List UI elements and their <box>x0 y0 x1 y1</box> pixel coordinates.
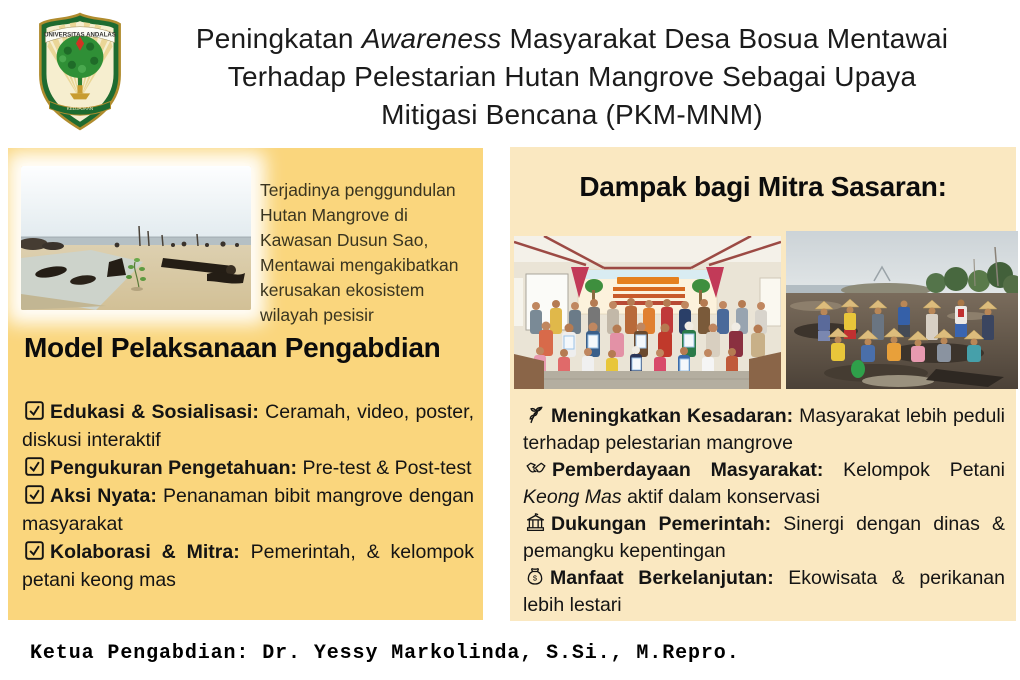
checkbox-checked-icon <box>24 484 45 505</box>
socialization-group-photo <box>514 236 781 389</box>
project-leader-footer: Ketua Pengabdian: Dr. Yessy Markolinda, S.Si., M.Repro. <box>30 642 740 665</box>
list-item: Kolaborasi & Mitra: Pemerintah, & kelompok petani keong mas <box>22 541 475 591</box>
svg-text:$: $ <box>532 573 538 583</box>
universitas-andalas-logo <box>28 12 132 134</box>
logo-arc-text: UNIVERSITAS ANDALAS <box>44 31 116 39</box>
implementation-list <box>22 398 474 594</box>
checkbox-checked-icon <box>24 400 45 421</box>
beach-deforestation-photo <box>21 166 251 310</box>
logo-motto-text: KEDJAJAAN <box>66 106 94 112</box>
title-line-3: Mitigasi Bencana (PKM-MNM) <box>381 99 763 130</box>
left-panel <box>8 148 483 620</box>
list-item: Meningkatkan Kesadaran: Masyarakat lebih peduli terhadap pelestarian mangrove <box>523 405 1005 454</box>
list-item: Aksi Nyata: Penanaman bibit mangrove dengan masyarakat <box>22 485 474 535</box>
government-building-icon <box>525 512 546 533</box>
left-section-title: Model Pelaksanaan Pengabdian <box>24 332 441 363</box>
title-line-1: Peningkatan Awareness Masyarakat Desa Bosua Mentawai <box>195 23 949 54</box>
herb-icon <box>525 404 546 425</box>
green-bag <box>851 360 865 378</box>
checkbox-checked-icon <box>24 456 45 477</box>
handshake-icon <box>525 458 547 479</box>
list-item: Dukungan Pemerintah: Sinergi dengan dinas & pemangku kepentingan <box>523 513 1005 562</box>
list-item: Pemberdayaan Masyarakat: Kelompok Petani Keong Mas aktif dalam konservasi <box>523 459 1005 508</box>
list-item: $ Manfaat Berkelanjutan: Ekowisata & perikanan lebih lestari <box>523 567 1005 616</box>
problem-statement-text: Terjadinya penggundulan Hutan Mangrove di Kawasan Dusun Sao, Mentawai mengakibatkan kerusakan ekosistem wilayah pesisir <box>260 180 459 325</box>
page-title <box>132 20 1012 134</box>
checkbox-checked-icon <box>24 540 45 561</box>
title-line-2: Terhadap Pelestarian Hutan Mangrove Sebagai Upaya <box>227 61 917 92</box>
right-section-title: Dampak bagi Mitra Sasaran: <box>579 171 947 202</box>
impact-list <box>523 403 1005 619</box>
list-item: Edukasi & Sosialisasi: Ceramah, video, poster, diskusi interaktif <box>22 401 474 451</box>
money-bag-icon <box>525 566 545 587</box>
mangrove-planting-photo <box>786 231 1018 389</box>
list-item: Pengukuran Pengetahuan: Pre-test & Post-test <box>22 454 474 482</box>
right-panel <box>510 147 1016 621</box>
